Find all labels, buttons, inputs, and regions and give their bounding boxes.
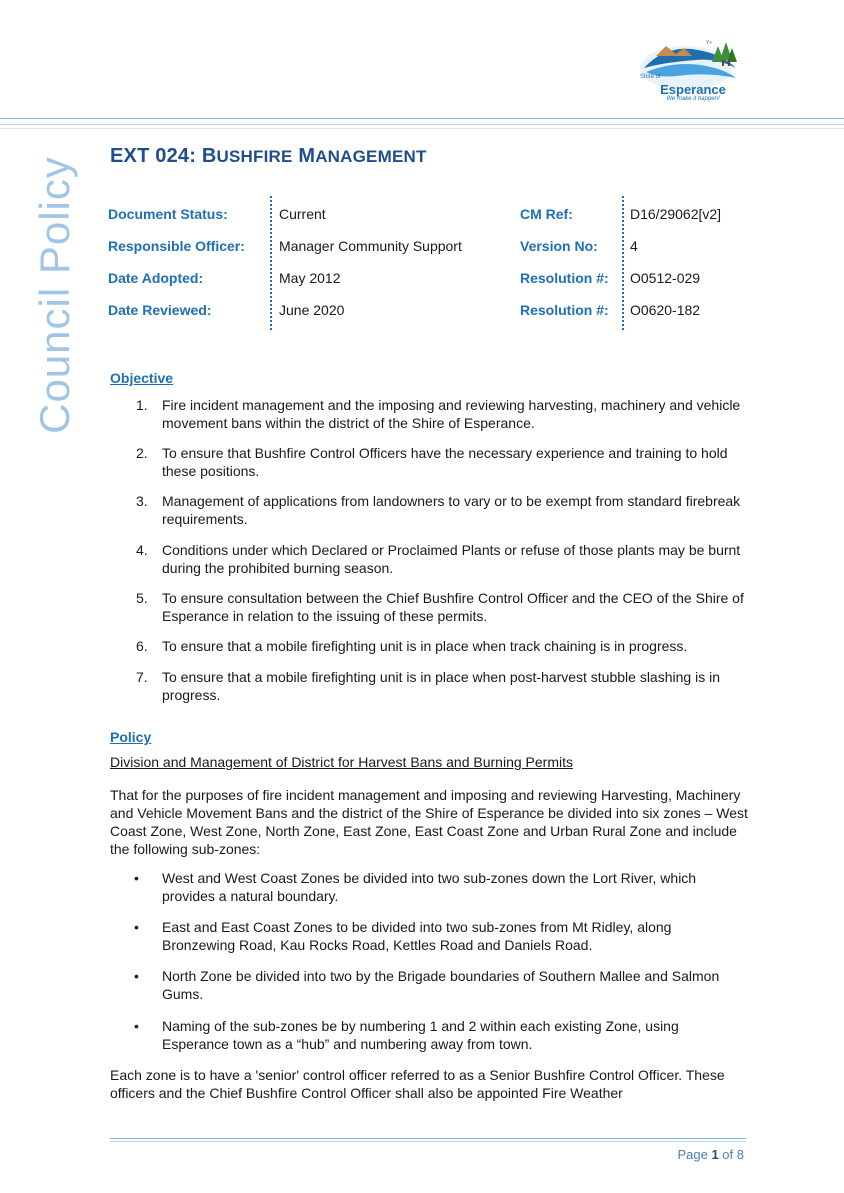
objective-item-text: To ensure consultation between the Chief Bushfire Control Officer and the CEO of the Shire of Esperance in relation to the issuing of these permits. bbox=[162, 590, 744, 624]
policy-bullet-text: Naming of the sub-zones be by numbering 1 and 2 within each existing Zone, using Esperance town as a “hub” and numbering away from town. bbox=[162, 1018, 679, 1052]
objective-heading: Objective bbox=[110, 370, 174, 386]
logo-prefix: Shire of bbox=[640, 74, 661, 80]
objective-item-number: 3. bbox=[136, 493, 148, 509]
date-reviewed-label: Date Reviewed: bbox=[108, 302, 212, 318]
policy-subheading: Division and Management of District for Harvest Bans and Burning Permits bbox=[110, 754, 573, 770]
resolution-1-label: Resolution #: bbox=[520, 270, 609, 286]
policy-bullet-text: West and West Coast Zones be divided into two sub-zones down the Lort River, which provides a natural boundary. bbox=[162, 870, 697, 904]
objective-item-number: 6. bbox=[136, 638, 148, 654]
page-total: 8 bbox=[736, 1147, 744, 1162]
meta-divider-right bbox=[622, 196, 624, 330]
side-label bbox=[31, 150, 78, 440]
objective-item-number: 1. bbox=[136, 397, 148, 413]
version-label: Version No: bbox=[520, 238, 598, 254]
objective-item-text: Fire incident management and the imposing and reviewing harvesting, machinery and vehicle movement bans within the district of the Shire of Esperance. bbox=[162, 397, 741, 431]
policy-bullet-text: East and East Coast Zones to be divided into two sub-zones from Mt Ridley, along Bronzewing Road, Kau Rocks Road, Kettles Road and Daniels Road. bbox=[162, 919, 672, 953]
header-rule-2 bbox=[0, 124, 844, 125]
svg-text:Y+: Y+ bbox=[706, 40, 713, 46]
objective-item-text: Conditions under which Declared or Proclaimed Plants or refuse of those plants may be burnt during the prohibited burning season. bbox=[162, 542, 741, 576]
footer-rule bbox=[110, 1138, 746, 1139]
resolution-1-value: O0512-029 bbox=[630, 270, 701, 286]
header-rule bbox=[0, 118, 844, 119]
objective-item-text: To ensure that Bushfire Control Officers have the necessary experience and training to hold these positions. bbox=[162, 445, 728, 479]
policy-bullet-text: North Zone be divided into two by the Brigade boundaries of Southern Mallee and Salmon Gums. bbox=[162, 968, 720, 1002]
cm-ref-value: D16/29062[v2] bbox=[630, 206, 722, 222]
page-word: Page bbox=[677, 1147, 708, 1162]
objective-item-number: 5. bbox=[136, 590, 148, 606]
date-adopted-label: Date Adopted: bbox=[108, 270, 204, 286]
bullet-symbol: • bbox=[134, 1018, 139, 1034]
responsible-officer-value: Manager Community Support bbox=[279, 238, 462, 254]
objective-item-number: 2. bbox=[136, 445, 148, 461]
title-name-rest2: ANAGEMENT bbox=[315, 147, 427, 166]
objective-item-number: 7. bbox=[136, 669, 148, 685]
resolution-2-value: O0620-182 bbox=[630, 302, 701, 318]
objective-item-number: 4. bbox=[136, 542, 148, 558]
objective-item-text: Management of applications from landowners to vary or to be exempt from standard firebreak requirements. bbox=[162, 493, 741, 527]
title-name-rest1: USHFIRE bbox=[216, 147, 293, 166]
title-code: EXT 024: bbox=[110, 145, 197, 167]
objective-item-text: To ensure that a mobile firefighting unit is in place when post-harvest stubble slashing is in progress. bbox=[162, 669, 720, 703]
bullet-symbol: • bbox=[134, 968, 139, 984]
version-value: 4 bbox=[630, 238, 638, 254]
title-name-m: M bbox=[298, 145, 316, 167]
resolution-2-label: Resolution #: bbox=[520, 302, 609, 318]
meta-divider-left bbox=[270, 196, 272, 330]
document-status-value: Current bbox=[279, 206, 326, 222]
cm-ref-label: CM Ref: bbox=[520, 206, 573, 222]
logo-tagline: We make it happen! bbox=[666, 96, 720, 102]
page-number bbox=[677, 1147, 744, 1162]
bullet-symbol: • bbox=[134, 870, 139, 886]
page-current: 1 bbox=[711, 1147, 719, 1162]
bullet-symbol: • bbox=[134, 919, 139, 935]
date-reviewed-value: June 2020 bbox=[279, 302, 345, 318]
footer-rule-2 bbox=[110, 1141, 746, 1142]
policy-intro: That for the purposes of fire incident management and imposing and reviewing Harvesting, Machinery and Vehicle Movement Bans and the district of the Shire of Esperance be divided into six zones – West Coast Zone, West Zone, North Zone, East Zone, East Coast Zone and Urban Rural Zone and include the following sub-zones: bbox=[110, 787, 748, 857]
document-status-label: Document Status: bbox=[108, 206, 228, 222]
side-label-text: Council Policy bbox=[31, 156, 78, 434]
page-of: of bbox=[722, 1147, 734, 1162]
date-adopted-value: May 2012 bbox=[279, 270, 341, 286]
policy-heading: Policy bbox=[110, 729, 152, 745]
page-title bbox=[110, 145, 427, 168]
logo-wordmark: Esperance bbox=[660, 82, 726, 97]
title-name-b: B bbox=[201, 145, 217, 167]
objective-item-text: To ensure that a mobile firefighting unit is in place when track chaining is in progress. bbox=[162, 638, 688, 654]
header-rule-3 bbox=[0, 128, 844, 129]
responsible-officer-label: Responsible Officer: bbox=[108, 238, 245, 254]
policy-closing: Each zone is to have a 'senior' control officer referred to as a Senior Bushfire Control Officer. These officers and the Chief Bushfire Control Officer shall also be appointed Fire Weather bbox=[110, 1067, 725, 1101]
